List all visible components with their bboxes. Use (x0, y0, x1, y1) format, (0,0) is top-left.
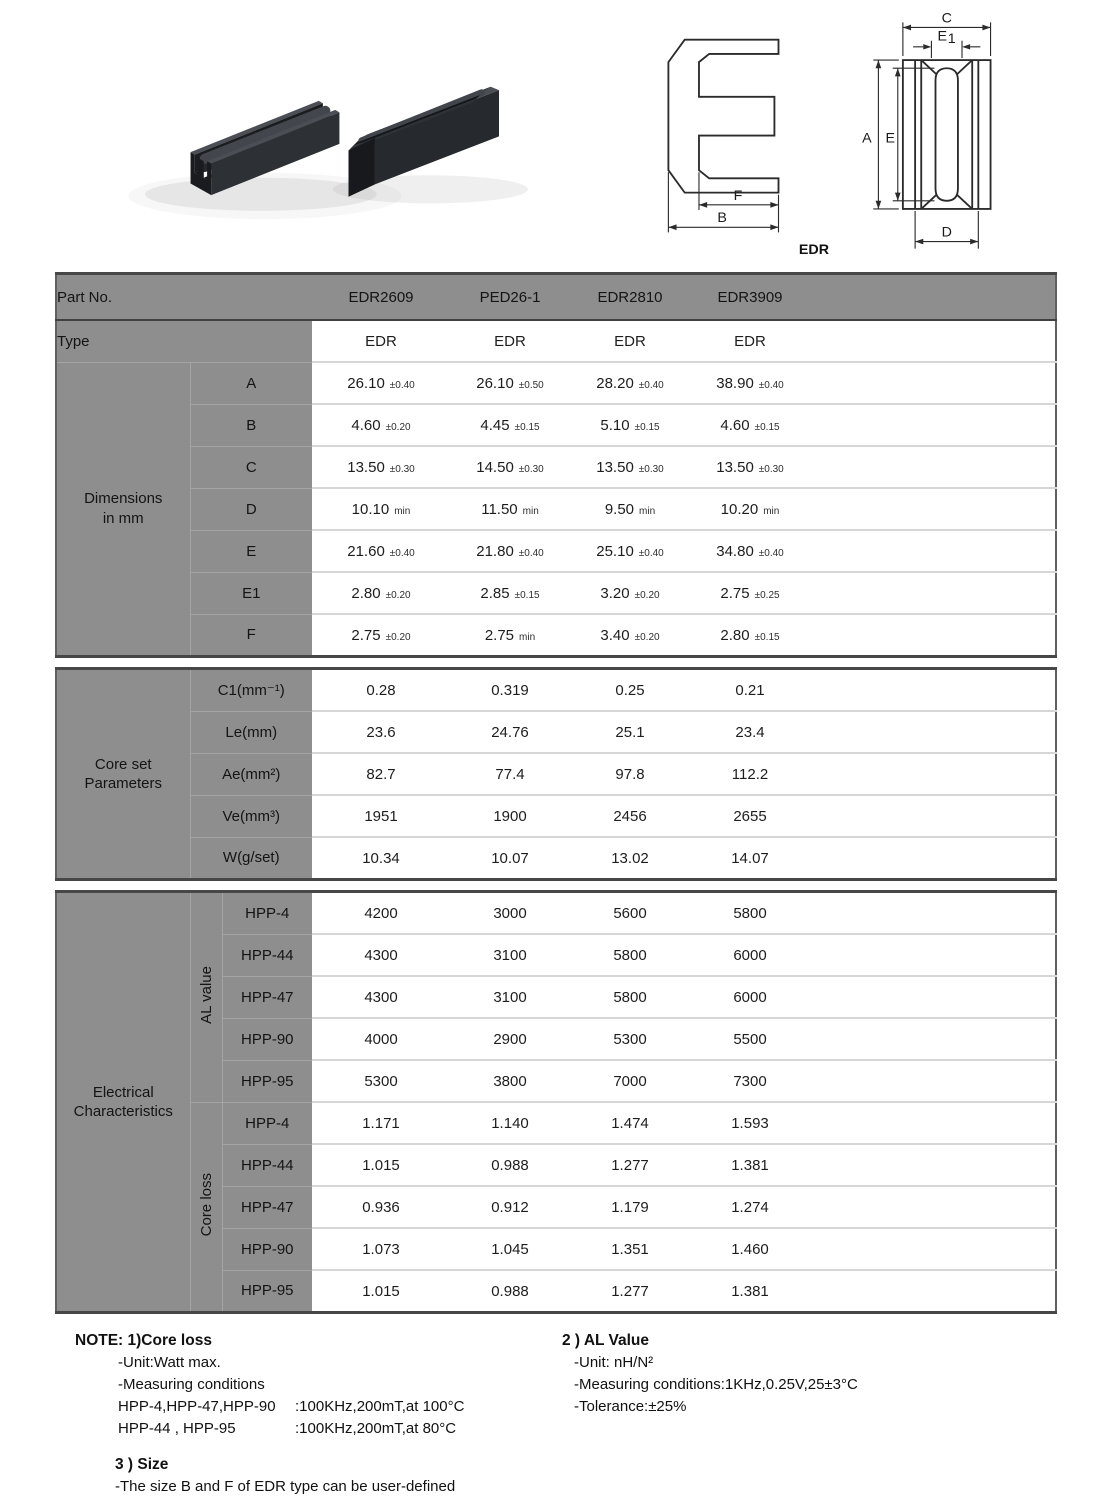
row-filler (810, 446, 1056, 488)
elec-group-line1: Electrical (92, 1083, 154, 1101)
elec-value-cell: 4000 (312, 1018, 450, 1060)
elec-value-cell: 1.277 (570, 1144, 690, 1186)
dim-value-cell (690, 530, 810, 572)
elec-param-label: HPP-44 (222, 1144, 312, 1186)
elec-value-cell: 1.381 (690, 1144, 810, 1186)
dim-value: 13.50 (347, 458, 385, 476)
row-filler (810, 669, 1056, 712)
elec-value-cell: 1.179 (570, 1186, 690, 1228)
dim-tolerance: min (639, 505, 656, 517)
elec-subgroup-cell (190, 892, 222, 1103)
dim-value: 2.80 (351, 584, 381, 602)
elec-value-cell: 5300 (570, 1018, 690, 1060)
row-filler (810, 753, 1056, 795)
core-row (56, 669, 1056, 712)
dim-tolerance: ±0.30 (518, 463, 544, 475)
elec-value-cell: 1.045 (450, 1228, 570, 1270)
dim-tolerance: min (763, 505, 780, 517)
row-filler (810, 1018, 1056, 1060)
elec-value-cell: 4300 (312, 934, 450, 976)
dim-value-cell (312, 404, 450, 446)
dim-value: 14.50 (476, 458, 514, 476)
dim-value: 4.60 (720, 416, 750, 434)
elec-value-cell: 7000 (570, 1060, 690, 1102)
core-group-line2: Parameters (84, 775, 163, 792)
elec-param-label: HPP-90 (222, 1228, 312, 1270)
row-filler (810, 892, 1056, 935)
dim-tolerance: ±0.20 (385, 589, 411, 601)
core-value-cell: 0.319 (450, 669, 570, 712)
elec-value-cell: 1.351 (570, 1228, 690, 1270)
note1-line: -Unit:Watt max. (118, 1354, 221, 1371)
note-size (75, 1454, 1055, 1498)
row-filler (810, 711, 1056, 753)
dim-tolerance: ±0.15 (514, 589, 540, 601)
core-row (56, 753, 1056, 795)
dim-value: 28.20 (596, 374, 634, 392)
dim-tolerance: min (394, 505, 411, 517)
elec-param-label: HPP-95 (222, 1270, 312, 1313)
dim-value-cell (450, 446, 570, 488)
core-value-cell: 2655 (690, 795, 810, 837)
dim-value-cell (450, 404, 570, 446)
type-cell-4: EDR (690, 320, 810, 362)
condition-spec: :100KHz,200mT,at 100°C (295, 1398, 465, 1415)
elec-param-label: HPP-47 (222, 976, 312, 1018)
dims-group-cell (56, 362, 190, 657)
dim-value-cell (570, 362, 690, 404)
dim-tolerance: ±0.30 (638, 463, 664, 475)
dim-tolerance: ±0.50 (518, 379, 544, 391)
part-no-label: Part No. (56, 274, 312, 321)
dim-param-label: E (190, 530, 312, 572)
dim-value-cell (312, 572, 450, 614)
elec-value-cell: 7300 (690, 1060, 810, 1102)
dim-value-cell (312, 488, 450, 530)
condition-models: HPP-4,HPP-47,HPP-90 (118, 1398, 276, 1415)
type-label: Type (56, 320, 312, 362)
dim-value-cell (570, 530, 690, 572)
core-group-cell (56, 669, 190, 880)
elec-value-cell: 1.474 (570, 1102, 690, 1144)
dim-label-a: A (862, 130, 872, 147)
dim-tolerance: ±0.15 (754, 421, 780, 433)
dim-value-cell (312, 614, 450, 657)
dim-value-cell (690, 362, 810, 404)
elec-value-cell: 1.171 (312, 1102, 450, 1144)
dim-label-c: C (941, 10, 952, 27)
core-value-cell: 0.28 (312, 669, 450, 712)
dim-value-cell (570, 446, 690, 488)
dim-tolerance: ±0.40 (389, 547, 415, 559)
core-param-label: Ve(mm³) (190, 795, 312, 837)
core-value-cell: 0.25 (570, 669, 690, 712)
type-row (56, 320, 1056, 362)
core-value-cell: 23.4 (690, 711, 810, 753)
elec-value-cell: 5800 (690, 892, 810, 935)
part-col-header-3: EDR2810 (570, 274, 690, 321)
part-no-row (56, 274, 1056, 321)
elec-param-label: HPP-4 (222, 892, 312, 935)
dim-value-cell (690, 404, 810, 446)
row-filler (810, 1060, 1056, 1102)
dim-label-b: B (717, 210, 727, 227)
core-value-cell: 14.07 (690, 837, 810, 880)
row-filler (810, 1228, 1056, 1270)
core-value-cell: 0.21 (690, 669, 810, 712)
elec-value-cell: 4300 (312, 976, 450, 1018)
core-value-cell: 24.76 (450, 711, 570, 753)
elec-value-cell: 4200 (312, 892, 450, 935)
dim-value-cell (312, 446, 450, 488)
dim-value-cell (690, 446, 810, 488)
core-param-label: Le(mm) (190, 711, 312, 753)
dim-tolerance: ±0.15 (754, 631, 780, 643)
part-col-header-4: EDR3909 (690, 274, 810, 321)
type-cell-3: EDR (570, 320, 690, 362)
core-value-cell: 13.02 (570, 837, 690, 880)
row-filler (810, 362, 1056, 404)
part-col-header-2: PED26-1 (450, 274, 570, 321)
dim-value: 3.20 (600, 584, 630, 602)
elec-value-cell: 3000 (450, 892, 570, 935)
header-filler (810, 274, 1056, 321)
dim-value-cell (690, 572, 810, 614)
dim-value: 26.10 (347, 374, 385, 392)
row-filler (810, 488, 1056, 530)
electrical-table (55, 890, 1057, 1314)
dim-row (56, 362, 1056, 404)
dim-value-cell (570, 404, 690, 446)
dim-label-e1-sub: 1 (947, 30, 956, 47)
core-set-table (55, 667, 1057, 881)
elec-value-cell: 5800 (570, 934, 690, 976)
elec-value-cell: 1.015 (312, 1270, 450, 1313)
dim-tolerance: ±0.15 (634, 421, 660, 433)
core-value-cell: 82.7 (312, 753, 450, 795)
dim-value: 11.50 (481, 500, 518, 518)
dim-tolerance: ±0.20 (634, 589, 660, 601)
notes-section (75, 1330, 1055, 1498)
dim-row (56, 530, 1056, 572)
dim-tolerance: min (519, 631, 536, 643)
dim-tolerance: ±0.40 (638, 547, 664, 559)
dim-value: 13.50 (596, 458, 634, 476)
elec-value-cell: 2900 (450, 1018, 570, 1060)
core-value-cell: 10.34 (312, 837, 450, 880)
dim-tolerance: ±0.15 (514, 421, 540, 433)
dim-value: 9.50 (604, 500, 635, 518)
dim-label-d: D (941, 224, 952, 241)
elec-subgroup-label: Core loss (197, 1173, 215, 1237)
core-value-cell: 25.1 (570, 711, 690, 753)
elec-value-cell: 0.988 (450, 1270, 570, 1313)
elec-param-label: HPP-90 (222, 1018, 312, 1060)
row-filler (810, 837, 1056, 880)
row-filler (810, 795, 1056, 837)
dim-tolerance: ±0.25 (754, 589, 780, 601)
dim-value: 2.75 (351, 626, 381, 644)
note3-line: -The size B and F of EDR type can be user-defined (115, 1478, 456, 1495)
elec-param-label: HPP-4 (222, 1102, 312, 1144)
row-filler (810, 404, 1056, 446)
note2-line: -Unit: nH/N² (574, 1354, 654, 1371)
elec-group-line2: Characteristics (73, 1103, 173, 1120)
row-filler (810, 530, 1056, 572)
dim-value-cell (312, 362, 450, 404)
dim-row (56, 614, 1056, 657)
dim-value: 2.75 (720, 584, 750, 602)
dim-param-label: E1 (190, 572, 312, 614)
header-graphics (0, 0, 1100, 272)
core-param-label: W(g/set) (190, 837, 312, 880)
dim-value: 2.85 (480, 584, 510, 602)
dim-value: 2.80 (720, 626, 750, 644)
dimensions-table (55, 272, 1057, 658)
elec-value-cell: 1.381 (690, 1270, 810, 1313)
dim-tolerance: ±0.40 (518, 547, 544, 559)
dim-param-label: D (190, 488, 312, 530)
note1-line: -Measuring conditions (118, 1376, 265, 1393)
core-group-line1: Core set (94, 755, 152, 773)
dim-row (56, 404, 1056, 446)
core-value-cell: 1900 (450, 795, 570, 837)
dim-value-cell (570, 614, 690, 657)
core-value-cell: 1951 (312, 795, 450, 837)
elec-value-cell: 3100 (450, 934, 570, 976)
elec-value-cell: 6000 (690, 934, 810, 976)
row-filler (810, 934, 1056, 976)
core-value-cell: 112.2 (690, 753, 810, 795)
dim-value: 25.10 (596, 542, 634, 560)
dim-value: 13.50 (716, 458, 754, 476)
condition-models: HPP-44 , HPP-95 (118, 1420, 236, 1437)
core-value-cell: 97.8 (570, 753, 690, 795)
row-filler (810, 1102, 1056, 1144)
dim-value: 5.10 (600, 416, 630, 434)
elec-value-cell: 5300 (312, 1060, 450, 1102)
dim-value: 21.60 (347, 542, 385, 560)
note2-title: 2 ) AL Value (562, 1332, 650, 1349)
dim-value: 2.75 (484, 626, 515, 644)
note2-line: -Tolerance:±25% (574, 1398, 687, 1415)
elec-subgroup-label: AL value (197, 966, 215, 1025)
core-3d-photo (112, 14, 542, 229)
dim-value-cell (450, 362, 570, 404)
dim-value: 3.40 (600, 626, 630, 644)
dim-value-cell (570, 488, 690, 530)
dim-value: 10.10 (351, 500, 390, 518)
dim-tolerance: ±0.30 (758, 463, 784, 475)
core-value-cell: 2456 (570, 795, 690, 837)
row-filler (810, 1144, 1056, 1186)
note3-title: 3 ) Size (115, 1456, 169, 1473)
core-row (56, 711, 1056, 753)
dim-row (56, 446, 1056, 488)
dim-value: 26.10 (476, 374, 514, 392)
dim-param-label: C (190, 446, 312, 488)
core-param-label: C1(mm⁻¹) (190, 669, 312, 712)
type-filler (810, 320, 1056, 362)
core-value-cell: 77.4 (450, 753, 570, 795)
dim-value: 4.45 (480, 416, 510, 434)
elec-value-cell: 1.593 (690, 1102, 810, 1144)
dim-value-cell (690, 488, 810, 530)
dim-tolerance: ±0.40 (389, 379, 415, 391)
dim-tolerance: ±0.40 (758, 379, 784, 391)
dim-tolerance: ±0.20 (385, 631, 411, 643)
row-filler (810, 614, 1056, 657)
dim-param-label: A (190, 362, 312, 404)
dim-label-e1: E (937, 28, 948, 45)
elec-group-cell (56, 892, 190, 1313)
row-filler (810, 976, 1056, 1018)
dim-value: 21.80 (476, 542, 514, 560)
elec-value-cell: 1.015 (312, 1144, 450, 1186)
row-filler (810, 1270, 1056, 1313)
elec-value-cell: 0.988 (450, 1144, 570, 1186)
dim-tolerance: ±0.20 (385, 421, 411, 433)
elec-value-cell: 5500 (690, 1018, 810, 1060)
elec-value-cell: 1.274 (690, 1186, 810, 1228)
note2-line: -Measuring conditions:1KHz,0.25V,25±3°C (574, 1376, 858, 1393)
spec-tables (55, 272, 1055, 1314)
dim-value: 4.60 (351, 416, 381, 434)
condition-spec: :100KHz,200mT,at 80°C (295, 1420, 457, 1437)
elec-subgroup-cell (190, 1102, 222, 1313)
edr-side-view (668, 40, 778, 233)
note1-title: NOTE: 1)Core loss (75, 1332, 212, 1349)
drawing-caption: EDR (798, 241, 830, 258)
type-cell-1: EDR (312, 320, 450, 362)
dim-value-cell (570, 572, 690, 614)
core-row (56, 837, 1056, 880)
elec-row (56, 892, 1056, 935)
dim-value-cell (450, 488, 570, 530)
elec-value-cell: 5800 (570, 976, 690, 1018)
elec-value-cell: 5600 (570, 892, 690, 935)
dim-row (56, 488, 1056, 530)
dim-label-f: F (733, 187, 743, 204)
dim-value-cell (450, 530, 570, 572)
note1-condition (75, 1418, 1055, 1440)
dim-tolerance: ±0.40 (758, 547, 784, 559)
edr-front-view (799, 10, 991, 257)
dim-param-label: F (190, 614, 312, 657)
dims-group-line2: in mm (102, 509, 144, 527)
part-col-header-1: EDR2609 (312, 274, 450, 321)
dims-group-line1: Dimensions (84, 490, 163, 508)
dim-value: 38.90 (716, 374, 754, 392)
elec-value-cell: 1.460 (690, 1228, 810, 1270)
dim-value-cell (312, 530, 450, 572)
row-filler (810, 572, 1056, 614)
dim-param-label: B (190, 404, 312, 446)
elec-value-cell: 0.912 (450, 1186, 570, 1228)
elec-value-cell: 0.936 (312, 1186, 450, 1228)
type-cell-2: EDR (450, 320, 570, 362)
elec-value-cell: 3100 (450, 976, 570, 1018)
elec-row (56, 1102, 1056, 1144)
elec-param-label: HPP-95 (222, 1060, 312, 1102)
core-value-cell: 10.07 (450, 837, 570, 880)
dim-value-cell (690, 614, 810, 657)
dim-tolerance: ±0.40 (638, 379, 664, 391)
note-al-value (562, 1330, 858, 1418)
dimension-drawing (648, 8, 1066, 260)
elec-param-label: HPP-44 (222, 934, 312, 976)
elec-value-cell: 1.140 (450, 1102, 570, 1144)
dim-value-cell (450, 614, 570, 657)
dim-label-e: E (885, 130, 896, 147)
elec-value-cell: 6000 (690, 976, 810, 1018)
dim-value: 10.20 (720, 500, 759, 518)
row-filler (810, 1186, 1056, 1228)
core-value-cell: 23.6 (312, 711, 450, 753)
dim-tolerance: ±0.30 (389, 463, 415, 475)
dim-tolerance: ±0.20 (634, 631, 660, 643)
dim-value-cell (450, 572, 570, 614)
elec-value-cell: 1.277 (570, 1270, 690, 1313)
core-row (56, 795, 1056, 837)
dim-value: 34.80 (716, 542, 754, 560)
elec-value-cell: 1.073 (312, 1228, 450, 1270)
dim-row (56, 572, 1056, 614)
elec-param-label: HPP-47 (222, 1186, 312, 1228)
core-param-label: Ae(mm²) (190, 753, 312, 795)
dim-tolerance: min (522, 505, 539, 517)
elec-value-cell: 3800 (450, 1060, 570, 1102)
